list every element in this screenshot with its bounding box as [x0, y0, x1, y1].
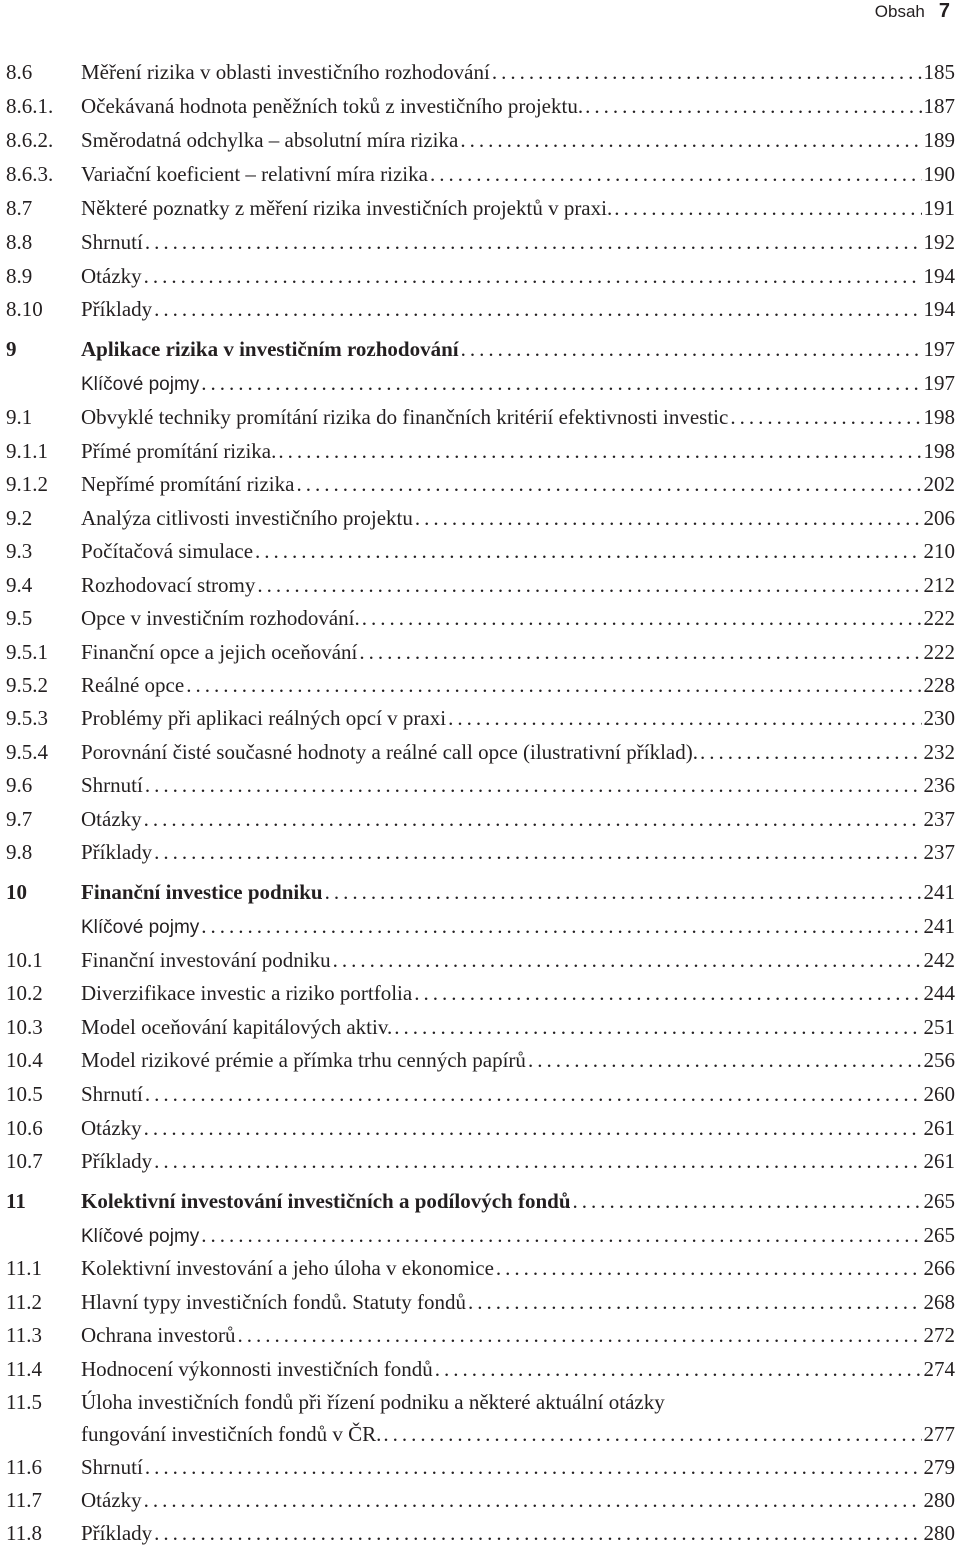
toc-entry-number: 9.5.4 [6, 740, 48, 764]
toc-entry-page: 268 [923, 1290, 955, 1314]
toc-entry-number: 8.6.1. [6, 94, 54, 118]
toc-entry-page: 210 [923, 539, 955, 563]
toc-entry-title: Měření rizika v oblasti investičního rozhodování [81, 60, 490, 84]
toc-entry-page: 260 [923, 1082, 955, 1106]
toc-entry-title: Směrodatná odchylka – absolutní míra rizika [81, 128, 459, 152]
toc-entry-title: Aplikace rizika v investičním rozhodování [81, 337, 459, 361]
toc-entry-title: Opce v investičním rozhodování. [81, 606, 360, 630]
toc-entry-title: Shrnutí [81, 1455, 143, 1479]
toc-entry-page: 228 [923, 673, 955, 697]
toc-entry-title: Analýza citlivosti investičního projektu [81, 506, 413, 530]
toc-entry-title: Rozhodovací stromy [81, 573, 256, 597]
toc-entry-page: 266 [923, 1256, 955, 1280]
toc-dot-leader [414, 981, 921, 1006]
toc-entry-title: Příklady [81, 1149, 153, 1173]
toc-dot-leader [238, 1323, 922, 1348]
toc-dot-leader [448, 706, 921, 731]
toc-entry-number: 10.7 [6, 1149, 43, 1173]
toc-entry-number: 11.7 [6, 1488, 42, 1512]
toc-entry-title: Finanční investice podniku [81, 880, 323, 904]
toc-entry-page: 232 [923, 740, 955, 764]
toc-dot-leader [528, 1048, 922, 1073]
toc-entry-title: Přímé promítání rizika. [81, 439, 277, 463]
toc-entry[interactable] [6, 128, 955, 153]
toc-entry-title: Shrnutí [81, 1082, 143, 1106]
toc-entry-page: 197 [923, 337, 955, 361]
toc-dot-leader [257, 573, 921, 598]
toc-entry-number: 9.8 [6, 840, 33, 864]
toc-entry[interactable] [6, 840, 955, 865]
toc-dot-leader [730, 405, 921, 430]
toc-entry-number: 11.3 [6, 1323, 42, 1347]
toc-dot-leader [144, 264, 922, 289]
toc-entry-title: Klíčové pojmy [81, 1226, 200, 1247]
toc-dot-leader [435, 1357, 922, 1382]
toc-entry-page: 222 [923, 640, 955, 664]
toc-entry-page: 237 [923, 840, 955, 864]
toc-dot-leader [394, 1015, 921, 1040]
toc-entry-title: Kolektivní investování investičních a podílových fondů [81, 1189, 571, 1213]
toc-entry-title: Obvyklé techniky promítání rizika do finančních kritérií efektivnosti investic [81, 405, 729, 429]
toc-entry-page: 230 [923, 706, 955, 730]
toc-dot-leader [325, 880, 922, 905]
toc-entry-title: Model rizikové prémie a přímka trhu cenných papírů [81, 1048, 526, 1072]
toc-entry-title: Příklady [81, 840, 153, 864]
toc-entry-title: Hlavní typy investičních fondů. Statuty fondů [81, 1290, 466, 1314]
toc-entry[interactable] [6, 1422, 955, 1447]
toc-entry-page: 194 [923, 264, 955, 288]
toc-dot-leader [145, 1082, 922, 1107]
toc-entry-number: 11.2 [6, 1290, 42, 1314]
toc-entry[interactable] [6, 371, 955, 396]
toc-entry-page: 189 [923, 128, 955, 152]
toc-entry[interactable] [6, 196, 955, 221]
toc-entry-page: 261 [923, 1149, 955, 1173]
toc-entry[interactable] [6, 1116, 955, 1141]
toc-dot-leader [154, 840, 921, 865]
toc-entry-number: 8.10 [6, 297, 43, 321]
toc-entry[interactable] [6, 1048, 955, 1073]
toc-entry-page: 242 [923, 948, 955, 972]
toc-entry-page: 236 [923, 773, 955, 797]
toc-entry-title: Reálné opce [81, 673, 185, 697]
toc-entry-title: Počítačová simulace [81, 539, 254, 563]
toc-dot-leader [296, 472, 921, 497]
toc-chapter-entry[interactable] [6, 337, 955, 362]
toc-entry-number: 10.1 [6, 948, 43, 972]
toc-entry-page: 237 [923, 807, 955, 831]
toc-entry[interactable] [6, 60, 955, 85]
toc-entry-page: 277 [923, 1422, 955, 1446]
toc-dot-leader [359, 640, 921, 665]
toc-entry-number: 11.4 [6, 1357, 42, 1381]
toc-entry-title: Diverzifikace investic a riziko portfolia [81, 981, 413, 1005]
toc-entry[interactable] [6, 740, 955, 765]
toc-entry[interactable] [6, 706, 955, 731]
toc-entry-page: 197 [923, 371, 955, 395]
toc-entry-title: Model oceňování kapitálových aktiv. [81, 1015, 393, 1039]
toc-entry-number: 8.9 [6, 264, 33, 288]
toc-entry[interactable] [6, 1290, 955, 1315]
toc-entry-number: 10 [6, 880, 27, 904]
toc-dot-leader [201, 1223, 921, 1248]
toc-entry-page: 241 [923, 914, 955, 938]
toc-entry-title: Úloha investičních fondů při řízení podniku a některé aktuální otázky [81, 1390, 665, 1414]
toc-entry-number: 9.6 [6, 773, 33, 797]
toc-entry[interactable] [6, 506, 955, 531]
toc-entry-title: Očekávaná hodnota peněžních toků z investičního projektu. [81, 94, 584, 118]
toc-entry[interactable] [6, 640, 955, 665]
toc-dot-leader [460, 128, 921, 153]
toc-entry[interactable] [6, 405, 955, 430]
toc-entry-number: 9.5.1 [6, 640, 48, 664]
toc-entry-page: 194 [923, 297, 955, 321]
toc-entry-page: 274 [923, 1357, 955, 1381]
toc-entry-page: 202 [923, 472, 955, 496]
toc-dot-leader [468, 1290, 922, 1315]
toc-entry-number: 9.5.3 [6, 706, 48, 730]
toc-entry[interactable] [6, 439, 955, 464]
toc-entry-page: 198 [923, 405, 955, 429]
toc-entry-page: 244 [923, 981, 955, 1005]
toc-entry-number: 9.2 [6, 506, 33, 530]
toc-dot-leader [201, 371, 921, 396]
toc-entry-title: Příklady [81, 1521, 153, 1545]
toc-entry-page: 190 [923, 162, 955, 186]
toc-entry[interactable] [6, 914, 955, 939]
toc-dot-leader [144, 1116, 922, 1141]
toc-entry-title: Kolektivní investování a jeho úloha v ekonomice [81, 1256, 494, 1280]
toc-dot-leader [614, 196, 921, 221]
toc-entry-number: 10.3 [6, 1015, 43, 1039]
toc-dot-leader [700, 740, 922, 765]
toc-entry[interactable] [6, 573, 955, 598]
toc-entry-page: 241 [923, 880, 955, 904]
toc-entry-number: 11.6 [6, 1455, 42, 1479]
toc-entry[interactable] [6, 773, 955, 798]
toc-entry-number: 8.6.3. [6, 162, 54, 186]
toc-entry-number: 10.5 [6, 1082, 43, 1106]
toc-dot-leader [461, 337, 922, 362]
toc-entry[interactable] [6, 948, 955, 973]
toc-entry-title: Finanční investování podniku [81, 948, 331, 972]
toc-entry-title: Shrnutí [81, 773, 143, 797]
toc-entry[interactable] [6, 297, 955, 322]
toc-entry-title: Variační koeficient – relativní míra rizika [81, 162, 428, 186]
toc-dot-leader [383, 1422, 921, 1447]
toc-entry-number: 11 [6, 1189, 26, 1213]
toc-entry-number: 9.1.2 [6, 472, 48, 496]
toc-entry-page: 261 [923, 1116, 955, 1140]
toc-entry-number: 9.3 [6, 539, 33, 563]
toc-entry-title: Klíčové pojmy [81, 374, 200, 395]
toc-entry-title: Otázky [81, 1488, 142, 1512]
toc-dot-leader [492, 60, 922, 85]
toc-entry[interactable] [6, 1223, 955, 1248]
toc-entry[interactable] [6, 1357, 955, 1382]
toc-entry[interactable] [6, 807, 955, 832]
toc-entry-page: 212 [923, 573, 955, 597]
toc-entry-title: Otázky [81, 807, 142, 831]
toc-entry[interactable] [6, 162, 955, 187]
running-header [875, 0, 950, 24]
toc-entry-title: Některé poznatky z měření rizika investičních projektů v praxi. [81, 196, 613, 220]
toc-entry-title: fungování investičních fondů v ČR. [81, 1422, 382, 1446]
toc-entry-title: Porovnání čisté současné hodnoty a reálné call opce (ilustrativní příklad). [81, 740, 698, 764]
toc-entry-number: 11.1 [6, 1256, 42, 1280]
toc-entry-number: 9.4 [6, 573, 33, 597]
toc-entry-page: 265 [923, 1189, 955, 1213]
toc-dot-leader [186, 673, 921, 698]
toc-dot-leader [201, 914, 921, 939]
toc-entry-page: 192 [923, 230, 955, 254]
toc-entry-number: 9 [6, 337, 17, 361]
toc-entry-title: Problémy při aplikaci reálných opcí v praxi [81, 706, 447, 730]
toc-entry-number: 9.7 [6, 807, 33, 831]
toc-entry-page: 279 [923, 1455, 955, 1479]
toc-entry-number: 9.5.2 [6, 673, 48, 697]
toc-entry-page: 256 [923, 1048, 955, 1072]
toc-entry[interactable] [6, 264, 955, 289]
toc-entry-number: 9.1.1 [6, 439, 48, 463]
toc-entry-title: Otázky [81, 1116, 142, 1140]
toc-dot-leader [154, 1521, 921, 1546]
toc-entry[interactable] [6, 1149, 955, 1174]
toc-entry-page: 198 [923, 439, 955, 463]
toc-entry-number: 10.2 [6, 981, 43, 1005]
toc-entry[interactable] [6, 1256, 955, 1281]
toc-entry-page: 185 [923, 60, 955, 84]
toc-entry-number: 8.6 [6, 60, 33, 84]
toc-entry-page: 222 [923, 606, 955, 630]
toc-entry[interactable] [6, 1521, 955, 1546]
toc-entry[interactable] [6, 1015, 955, 1040]
toc-entry[interactable] [6, 1488, 955, 1513]
toc-entry[interactable] [6, 1323, 955, 1348]
toc-entry-page: 206 [923, 506, 955, 530]
toc-entry-number: 8.7 [6, 196, 33, 220]
toc-entry-title: Shrnutí [81, 230, 143, 254]
toc-entry-number: 11.5 [6, 1390, 42, 1414]
toc-entry[interactable] [6, 1082, 955, 1107]
toc-dot-leader [145, 1455, 922, 1480]
toc-entry-number: 11.8 [6, 1521, 42, 1545]
toc-entry-number: 9.5 [6, 606, 33, 630]
toc-entry-title: Nepřímé promítání rizika [81, 472, 295, 496]
toc-dot-leader [496, 1256, 922, 1281]
toc-entry-title: Ochrana investorů [81, 1323, 236, 1347]
toc-entry[interactable] [6, 1390, 955, 1415]
toc-entry-number: 9.1 [6, 405, 33, 429]
toc-dot-leader [145, 773, 922, 798]
toc-entry[interactable] [6, 94, 955, 119]
toc-dot-leader [144, 807, 922, 832]
toc-entry[interactable] [6, 606, 955, 631]
toc-entry-number: 10.4 [6, 1048, 43, 1072]
toc-entry-page: 191 [923, 196, 955, 220]
toc-chapter-entry[interactable] [6, 880, 955, 905]
toc-entry-page: 272 [923, 1323, 955, 1347]
toc-dot-leader [144, 1488, 922, 1513]
toc-entry-title: Příklady [81, 297, 153, 321]
toc-entry-title: Otázky [81, 264, 142, 288]
toc-dot-leader [278, 439, 921, 464]
toc-entry-page: 251 [923, 1015, 955, 1039]
header-section-title: Obsah [874, 2, 925, 21]
toc-entry-page: 280 [923, 1488, 955, 1512]
toc-entry-title: Finanční opce a jejich oceňování [81, 640, 358, 664]
toc-dot-leader [154, 297, 921, 322]
toc-dot-leader [415, 506, 922, 531]
toc-entry[interactable] [6, 539, 955, 564]
toc-entry-page: 187 [923, 94, 955, 118]
toc-entry[interactable] [6, 673, 955, 698]
toc-entry-number: 8.8 [6, 230, 33, 254]
toc-entry-page: 280 [923, 1521, 955, 1545]
toc-dot-leader [573, 1189, 922, 1214]
toc-entry[interactable] [6, 472, 955, 497]
toc-entry-number: 8.6.2. [6, 128, 54, 152]
toc-entry[interactable] [6, 981, 955, 1006]
toc-dot-leader [362, 606, 922, 631]
toc-dot-leader [255, 539, 921, 564]
toc-dot-leader [154, 1149, 921, 1174]
toc-dot-leader [585, 94, 921, 119]
toc-entry-number: 10.6 [6, 1116, 43, 1140]
toc-entry-page: 265 [923, 1223, 955, 1247]
header-page-number: 7 [938, 0, 950, 22]
toc-dot-leader [430, 162, 922, 187]
toc-entry[interactable] [6, 1455, 955, 1480]
toc-dot-leader [333, 948, 922, 973]
toc-entry-title: Klíčové pojmy [81, 917, 200, 938]
toc-chapter-entry[interactable] [6, 1189, 955, 1214]
toc-dot-leader [145, 230, 922, 255]
toc-entry[interactable] [6, 230, 955, 255]
toc-entry-title: Hodnocení výkonnosti investičních fondů [81, 1357, 433, 1381]
